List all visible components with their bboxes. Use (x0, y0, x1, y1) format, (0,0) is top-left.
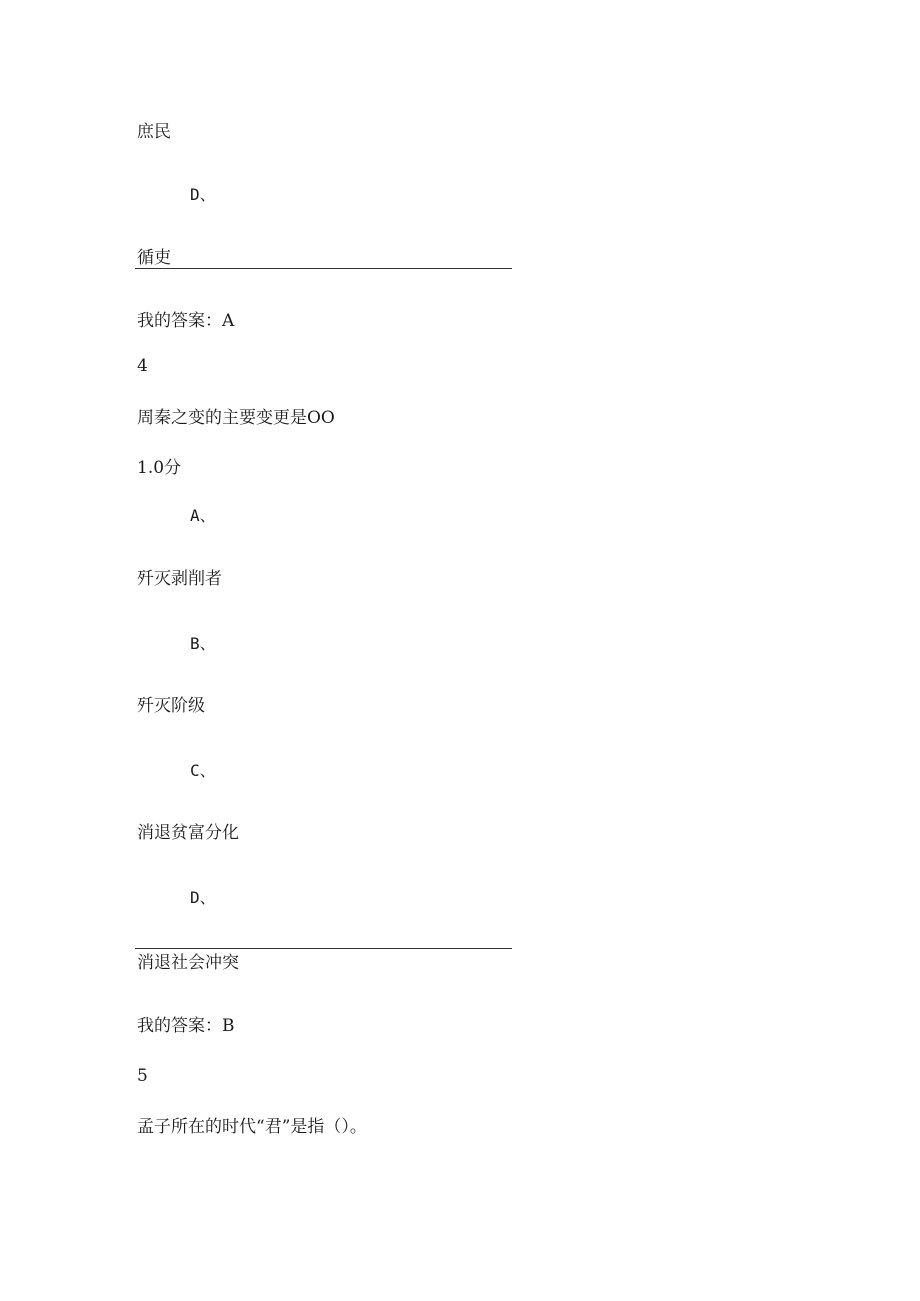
q4-option-d-text: 消退社会冲突 (137, 953, 239, 973)
q4-divider (135, 948, 512, 949)
q4-option-c-text: 消退贫富分化 (137, 823, 239, 843)
q3-option-c-text: 庶民 (137, 122, 171, 142)
q4-score: 1.0分 (137, 458, 182, 478)
q4-option-a-text: 歼灭剥削者 (137, 569, 222, 589)
q3-my-answer: 我的答案：A (137, 311, 235, 331)
q3-option-d-label: D、 (190, 185, 216, 204)
q5-question: 孟子所在的时代“君”是指（）。 (137, 1117, 367, 1137)
q4-number: 4 (137, 356, 148, 376)
q4-my-answer: 我的答案：B (137, 1016, 235, 1036)
q5-number: 5 (137, 1066, 148, 1086)
q3-divider (135, 268, 512, 269)
q4-option-b-label: B、 (190, 634, 216, 653)
q4-question: 周秦之变的主要变更是OO (137, 408, 335, 428)
q4-option-a-label: A、 (190, 506, 216, 525)
q4-option-b-text: 歼灭阶级 (137, 696, 205, 716)
q3-option-d-text: 循吏 (137, 248, 171, 268)
q4-option-c-label: C、 (190, 761, 216, 780)
q4-option-d-label: D、 (190, 888, 216, 907)
